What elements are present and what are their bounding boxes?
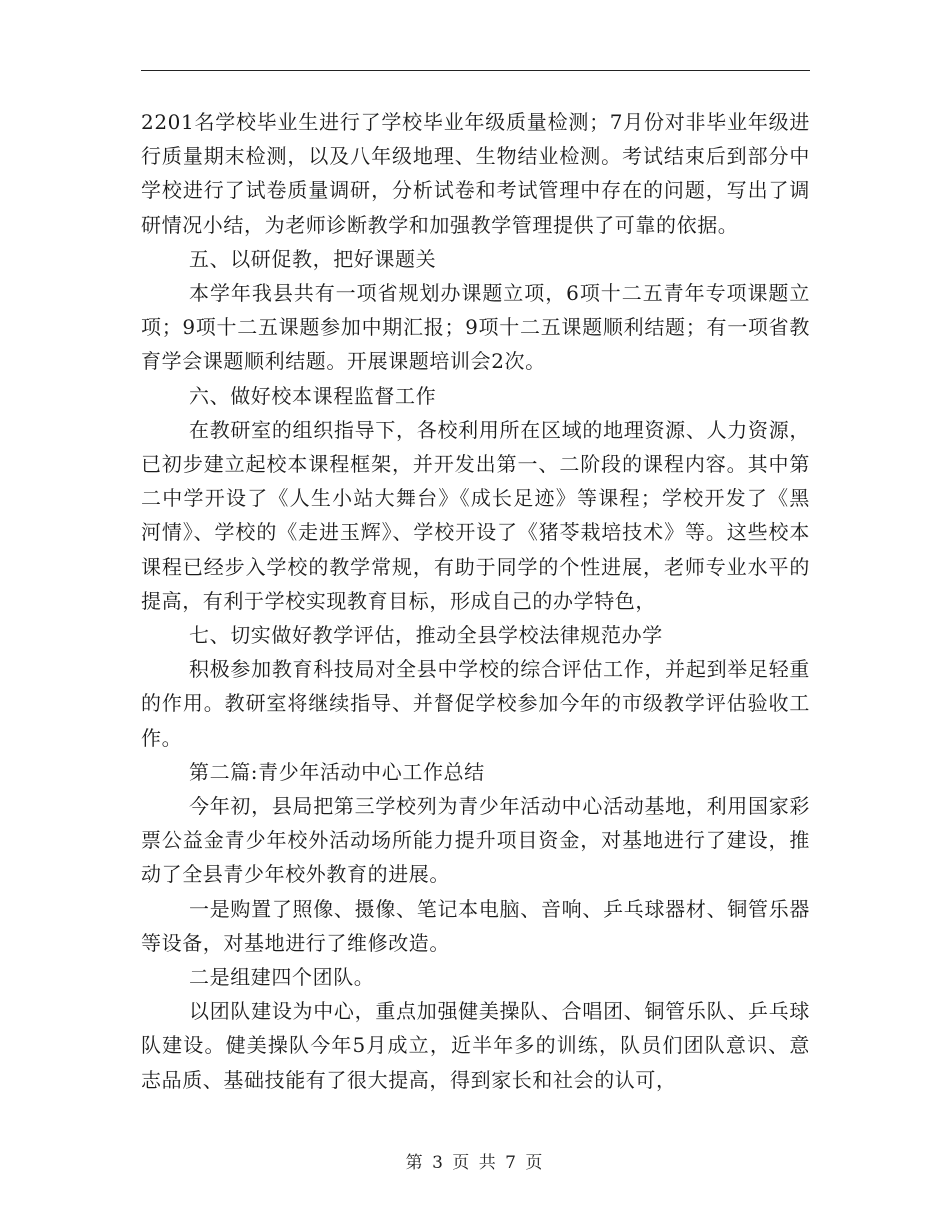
paragraph: 以团队建设为中心，重点加强健美操队、合唱团、铜管乐队、乒乓球队建设。健美操队今年5月成立，近半年多的训练，队员们团队意识、意志品质、基础技能有了很大提高，得到家长和社会的认可，	[141, 999, 810, 1092]
section-heading: 六、做好校本课程监督工作	[189, 383, 437, 408]
paragraph: 二是组建四个团队。	[189, 965, 375, 990]
paragraph: 积极参加教育科技局对全县中学校的综合评估工作，并起到举足轻重的作用。教研室将继续指导、并督促学校参加今年的市级教学评估验收工作。	[141, 657, 810, 750]
paragraph: 一是购置了照像、摄像、笔记本电脑、音响、乒乓球器材、铜管乐器等设备，对基地进行了维修改造。	[141, 896, 810, 955]
paragraph: 今年初，县局把第三学校列为青少年活动中心活动基地，利用国家彩票公益金青少年校外活动场所能力提升项目资金，对基地进行了建设，推动了全县青少年校外教育的进展。	[141, 794, 810, 887]
document-body	[141, 105, 810, 1097]
paragraph: 在教研室的组织指导下，各校利用所在区域的地理资源、人力资源，已初步建立起校本课程框架，并开发出第一、二阶段的课程内容。其中第二中学开设了《人生小站大舞台》《成长足迹》等课程；学校开发了《黑河情》、学校的《走进玉辉》、学校开设了《猪苓栽培技术》等。这些校本课程已经步入学校的教学常规，有助于同学的个性进展，老师专业水平的提高，有利于学校实现教育目标，形成自己的办学特色，	[141, 417, 810, 613]
article-title: 第二篇:青少年活动中心工作总结	[189, 759, 485, 784]
header-rule	[141, 70, 810, 71]
section-heading: 五、以研促教，把好课题关	[189, 246, 437, 271]
section-heading: 七、切实做好教学评估，推动全县学校法律规范办学	[189, 623, 663, 648]
paragraph: 2201名学校毕业生进行了学校毕业年级质量检测；7月份对非毕业年级进行质量期末检测，以及八年级地理、生物结业检测。考试结束后到部分中学校进行了试卷质量调研，分析试卷和考试管理中存在的问题，写出了调研情况小结，为老师诊断教学和加强教学管理提供了可靠的依据。	[141, 110, 810, 237]
page-number: 第 3 页 共 7 页	[405, 1153, 545, 1173]
paragraph: 本学年我县共有一项省规划办课题立项，6项十二五青年专项课题立项；9项十二五课题参加中期汇报；9项十二五课题顺利结题；有一项省教育学会课题顺利结题。开展课题培训会2次。	[141, 281, 810, 374]
